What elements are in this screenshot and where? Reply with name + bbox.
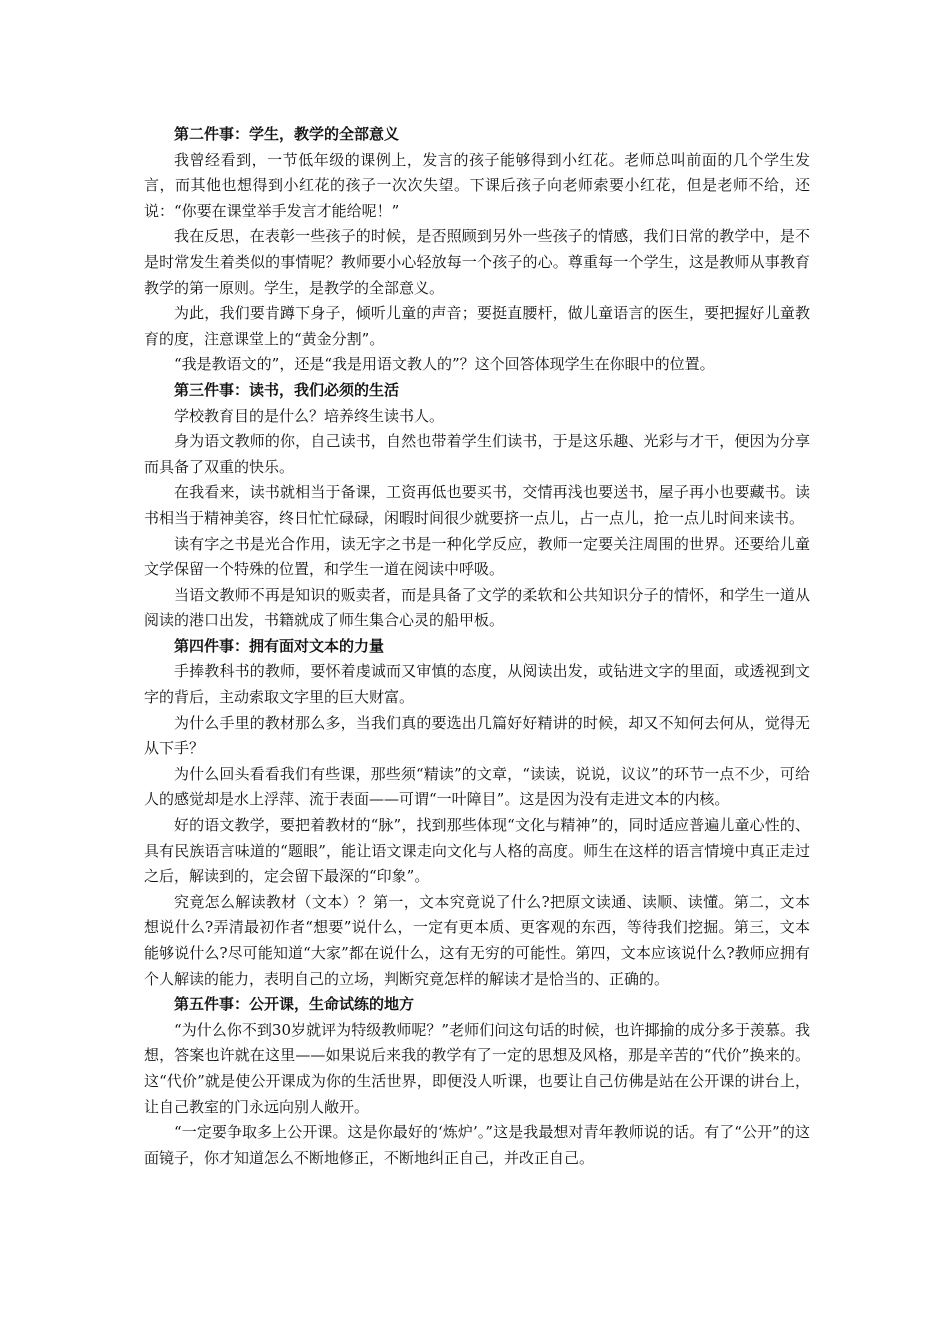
paragraph: 为此，我们要肯蹲下身子，倾听儿童的声音；要挺直腰杆，做儿童语言的医生，要把握好儿童教育的度，注意课堂上的“黄金分割”。 (144, 304, 810, 348)
paragraph: 我在反思，在表彰一些孩子的时候，是否照顾到另外一些孩子的情感，我们日常的教学中，是不是时常发生着类似的事情呢？教师要小心轻放每一个孩子的心。尊重每一个学生，这是教师从事教育教学的第一原则。学生，是教学的全部意义。 (144, 227, 810, 297)
section-heading: 第四件事：拥有面对文本的力量 (174, 636, 385, 655)
section-heading: 第五件事：公开课，生命试练的地方 (174, 995, 415, 1014)
document-body (144, 122, 810, 1171)
paragraph: 我曾经看到，一节低年级的课例上，发言的孩子能够得到小红花。老师总叫前面的几个学生发言，而其他也想得到小红花的孩子一次次失望。下课后孩子向老师索要小红花，但是老师不给，还说：“你要在课堂举手发言才能给呢！” (144, 150, 810, 220)
section-open-class (144, 992, 810, 1171)
section-text-power (144, 634, 810, 992)
paragraph: 好的语文教学，要把着教材的“脉”，找到那些体现“文化与精神”的，同时适应普遍儿童心性的、具有民族语言味道的“题眼”，能让语文课走向文化与人格的高度。师生在这样的语言情境中真正走过之后，解读到的，定会留下最深的“印象”。 (144, 816, 810, 886)
paragraph: “为什么你不到30岁就评为特级教师呢？”老师们问这句话的时候，也许揶揄的成分多于羡慕。我想，答案也许就在这里——如果说后来我的教学有了一定的思想及风格，那是辛苦的“代价”换来的。这“代价”就是使公开课成为你的生活世界，即便没人听课，也要让自己仿佛是站在公开课的讲台上，让自己教室的门永远向别人敞开。 (144, 1020, 810, 1116)
paragraph: 究竟怎么解读教材（文本）？第一，文本究竟说了什么?把原文读通、读顺、读懂。第二，文本想说什么?弄清最初作者“想要”说什么，一定有更本质、更客观的东西，等待我们挖掘。第三，文本能够说什么?尽可能知道“大家”都在说什么，这有无穷的可能性。第四，文本应该说什么?教师应拥有个人解读的能力，表明自己的立场，判断究竟怎样的解读才是恰当的、正确的。 (144, 892, 810, 988)
paragraph: 当语文教师不再是知识的贩卖者，而是具备了文学的柔软和公共知识分子的情怀，和学生一道从阅读的港口出发，书籍就成了师生集合心灵的船甲板。 (144, 585, 810, 630)
paragraph: 在我看来，读书就相当于备课，工资再低也要买书，交情再浅也要送书，屋子再小也要藏书。读书相当于精神美容，终日忙忙碌碌，闲暇时间很少就要挤一点儿，占一点儿，抢一点儿时间来读书。 (144, 483, 810, 527)
section-student (144, 122, 810, 378)
paragraph: 为什么手里的教材那么多，当我们真的要选出几篇好好精讲的时候，却又不知何去何从，觉得无从下手？ (144, 713, 810, 758)
paragraph: 为什么回头看看我们有些课，那些须“精读”的文章，“读读，说说，议议”的环节一点不少，可给人的感觉却是水上浮萍、流于表面——可谓“一叶障目”。这是因为没有走进文本的内核。 (144, 764, 810, 809)
section-heading: 第三件事：读书，我们必须的生活 (174, 380, 400, 399)
paragraph: 身为语文教师的你，自己读书，自然也带着学生们读书，于是这乐趣、光彩与才干，便因为分享而具备了双重的快乐。 (144, 432, 810, 476)
paragraph: 学校教育目的是什么？培养终生读书人。 (174, 406, 445, 425)
paragraph: 读有字之书是光合作用，读无字之书是一种化学反应，教师一定要关注周围的世界。还要给儿童文学保留一个特殊的位置，和学生一道在阅读中呼吸。 (144, 534, 810, 579)
paragraph: “一定要争取多上公开课。这是你最好的‘炼炉’。”这是我最想对青年教师说的话。有了“公开”的这面镜子，你才知道怎么不断地修正，不断地纠正自己，并改正自己。 (144, 1123, 810, 1167)
section-heading: 第二件事：学生，教学的全部意义 (174, 125, 400, 143)
paragraph: 手捧教科书的教师，要怀着虔诚而又审慎的态度，从阅读出发，或钻进文字的里面，或透视到文字的背后，主动索取文字里的巨大财富。 (144, 662, 810, 707)
paragraph: “我是教语文的”，还是“我是用语文教人的”？这个回答体现学生在你眼中的位置。 (174, 355, 715, 374)
section-reading (144, 378, 810, 634)
